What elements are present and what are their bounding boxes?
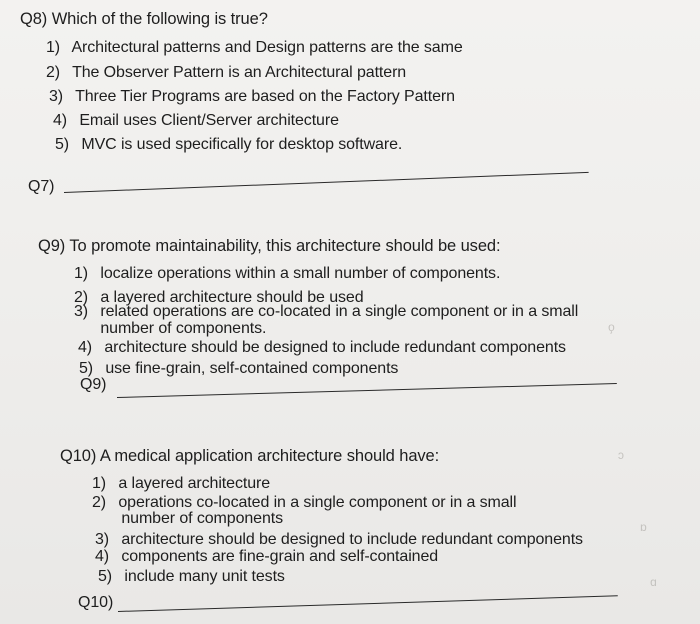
option-number: 5) [98,568,113,585]
option-number: 3) [74,303,89,320]
option-text: Email uses Client/Server architecture [79,112,339,129]
option-text: The Observer Pattern is an Architectural pattern [72,64,407,81]
option-number: 2) [46,64,61,81]
option-number: 4) [78,339,93,356]
q10-option-1 [92,475,270,493]
option-text: a layered architecture [118,475,271,492]
option-text: Architectural patterns and Design patterns are the same [71,39,463,56]
q10-option-2-continued [95,510,283,528]
q9-answer-label: Q9) [80,376,107,393]
option-text: a layered architecture should be used [100,289,364,306]
q8-option-4 [53,112,339,130]
q8-option-5 [55,136,402,154]
q10-option-4 [95,548,438,566]
option-text: Three Tier Programs are based on the Factory Pattern [75,88,455,105]
q9-option-3-continued [74,320,266,338]
option-number: 4) [95,548,110,565]
q9-title: Q9) To promote maintainability, this architecture should be used: [38,237,501,255]
q7-answer-line [64,172,589,193]
q10-answer-line [118,595,618,612]
option-number: 1) [92,475,107,492]
option-number: 1) [74,265,89,282]
option-text: MVC is used specifically for desktop software. [81,136,403,153]
q9-option-3 [74,303,578,321]
option-text: include many unit tests [124,568,285,585]
q10-option-3 [95,531,583,549]
option-text: related operations are co-located in a single component or in a small [100,303,579,320]
q10-option-5 [98,568,285,586]
option-text: architecture should be designed to include redundant components [104,339,566,356]
q9-answer-line [117,383,617,398]
option-number: 5) [55,136,70,153]
q8-option-1 [46,39,463,57]
option-number: 4) [53,112,68,129]
q8-title: Q8) Which of the following is true? [20,10,268,28]
option-number: 1) [46,39,61,56]
bleed-through-mark: ᴄ [618,448,624,462]
option-text: components are fine-grain and self-contained [121,548,439,565]
q7-answer-label: Q7) [28,178,55,195]
q9-option-5 [79,360,398,378]
option-text: number of components [121,510,284,527]
option-text: localize operations within a small number of components. [100,265,501,282]
option-number: 2) [74,289,89,306]
option-number: 3) [95,531,110,548]
q10-title: Q10) A medical application architecture should have: [60,447,440,465]
option-text: architecture should be designed to include redundant components [121,531,583,548]
q9-option-1 [74,265,500,283]
option-text: use fine-grain, self-contained components [105,360,399,377]
q8-option-3 [49,88,455,106]
option-text: number of components. [100,320,267,337]
q8-option-2 [46,64,406,82]
option-text: operations co-located in a single component or in a small [118,494,517,511]
option-number: 3) [49,88,64,105]
q9-option-4 [78,339,566,357]
bleed-through-mark: ǫ [608,320,615,334]
bleed-through-mark: ɑ [640,520,647,534]
option-number: 5) [79,360,94,377]
q10-answer-label: Q10) [78,594,114,611]
option-number: 2) [92,494,107,511]
bleed-through-mark: ɒ [650,575,657,589]
